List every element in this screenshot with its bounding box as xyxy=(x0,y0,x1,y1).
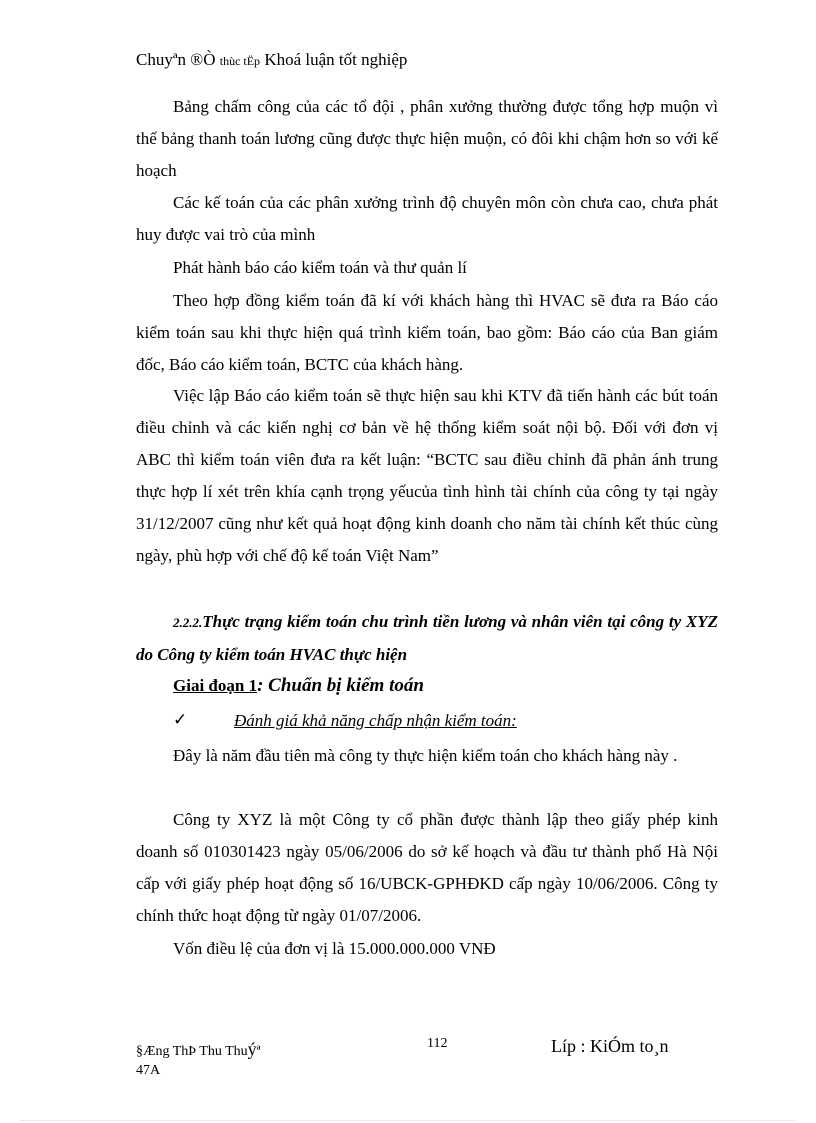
paragraph-report-issuance: Phát hành báo cáo kiểm toán và thư quản lí xyxy=(173,258,467,277)
section-number: 2.2.2. xyxy=(173,615,203,630)
footer-author xyxy=(136,1040,261,1080)
section-heading xyxy=(136,606,718,671)
header-title-part3: Khoá luận tốt nghiệp xyxy=(260,50,408,69)
section-title: Thực trạng kiểm toán chu trình tiền lương và nhân viên tại công ty XYZ do Công ty kiểm toán HVAC thực hiện xyxy=(136,612,718,664)
paragraph-contract: Theo hợp đồng kiểm toán đã kí với khách hàng thì HVAC sẽ đưa ra Báo cáo kiểm toán sau khi thực hiện quá trình kiểm toán, bao gồm: Báo cáo của Ban giám đốc, Báo cáo kiểm toán, BCTC của khách hàng. xyxy=(136,291,718,374)
footer-author-name-c: ª xyxy=(256,1044,261,1059)
footer-class: Líp : KiÓm to¸n xyxy=(551,1036,669,1056)
header-title-part1: Chuyªn ®Ò xyxy=(136,50,220,69)
footer-author-name-b: ý xyxy=(247,1039,257,1059)
footer-author-name: §Æng ThÞ Thu Thu xyxy=(136,1044,248,1059)
check-icon: ✓ xyxy=(173,710,188,729)
page-header xyxy=(136,50,407,70)
check-item-text: Đánh giá khả năng chấp nhận kiểm toán: xyxy=(234,711,517,730)
stage-heading xyxy=(173,675,424,697)
header-title-part2: thùc tËp xyxy=(219,54,261,68)
stage-label: Giai đoạn 1 xyxy=(173,676,258,695)
paragraph-capital: Vốn điều lệ của đơn vị là 15.000.000.000 VNĐ xyxy=(173,939,496,958)
page-bottom-divider xyxy=(20,1120,796,1121)
paragraph-company-info: Công ty XYZ là một Công ty cổ phần được thành lập theo giấy phép kinh doanh số 010301423 ngày 05/06/2006 do sở kế hoạch và đầu tư thành phố Hà Nội cấp với giấy phép hoạt động số 16/UBCK-GPHĐKD cấp ngày 10/06/2006. Công ty chính thức hoạt động từ ngày 01/07/2006. xyxy=(136,810,718,925)
paragraph-first-year: Đây là năm đầu tiên mà công ty thực hiện kiểm toán cho khách hàng này . xyxy=(173,746,678,765)
stage-title: : Chuẩn bị kiểm toán xyxy=(257,675,424,696)
paragraph-timesheet: Bảng chấm công của các tổ đội , phân xưởng thường được tổng hợp muộn vì thế bảng thanh toán lương cũng được thực hiện muộn, có đôi khi chậm hơn so với kế hoạch xyxy=(136,97,718,180)
paragraph-accountants: Các kế toán của các phân xưởng trình độ chuyên môn còn chưa cao, chưa phát huy được vai trò của mình xyxy=(136,193,718,244)
footer-class-code: 47A xyxy=(136,1063,161,1078)
paragraph-report-preparation: Việc lập Báo cáo kiểm toán sẽ thực hiện sau khi KTV đã tiến hành các bút toán điều chỉnh và các kiến nghị cơ bản về hệ thống kiểm soát nội bộ. Đối với đơn vị ABC thì kiểm toán viên đưa ra kết luận: “BCTC sau điều chỉnh đã phản ánh trung thực hợp lí xét trên khía cạnh trọng yếucủa tình hình tài chính của công ty tại ngày 31/12/2007 cũng như kết quả hoạt động kinh doanh cho năm tài chính kết thúc cùng ngày, phù hợp với chế độ kế toán Việt Nam” xyxy=(136,386,718,565)
page-number: 112 xyxy=(427,1036,448,1051)
